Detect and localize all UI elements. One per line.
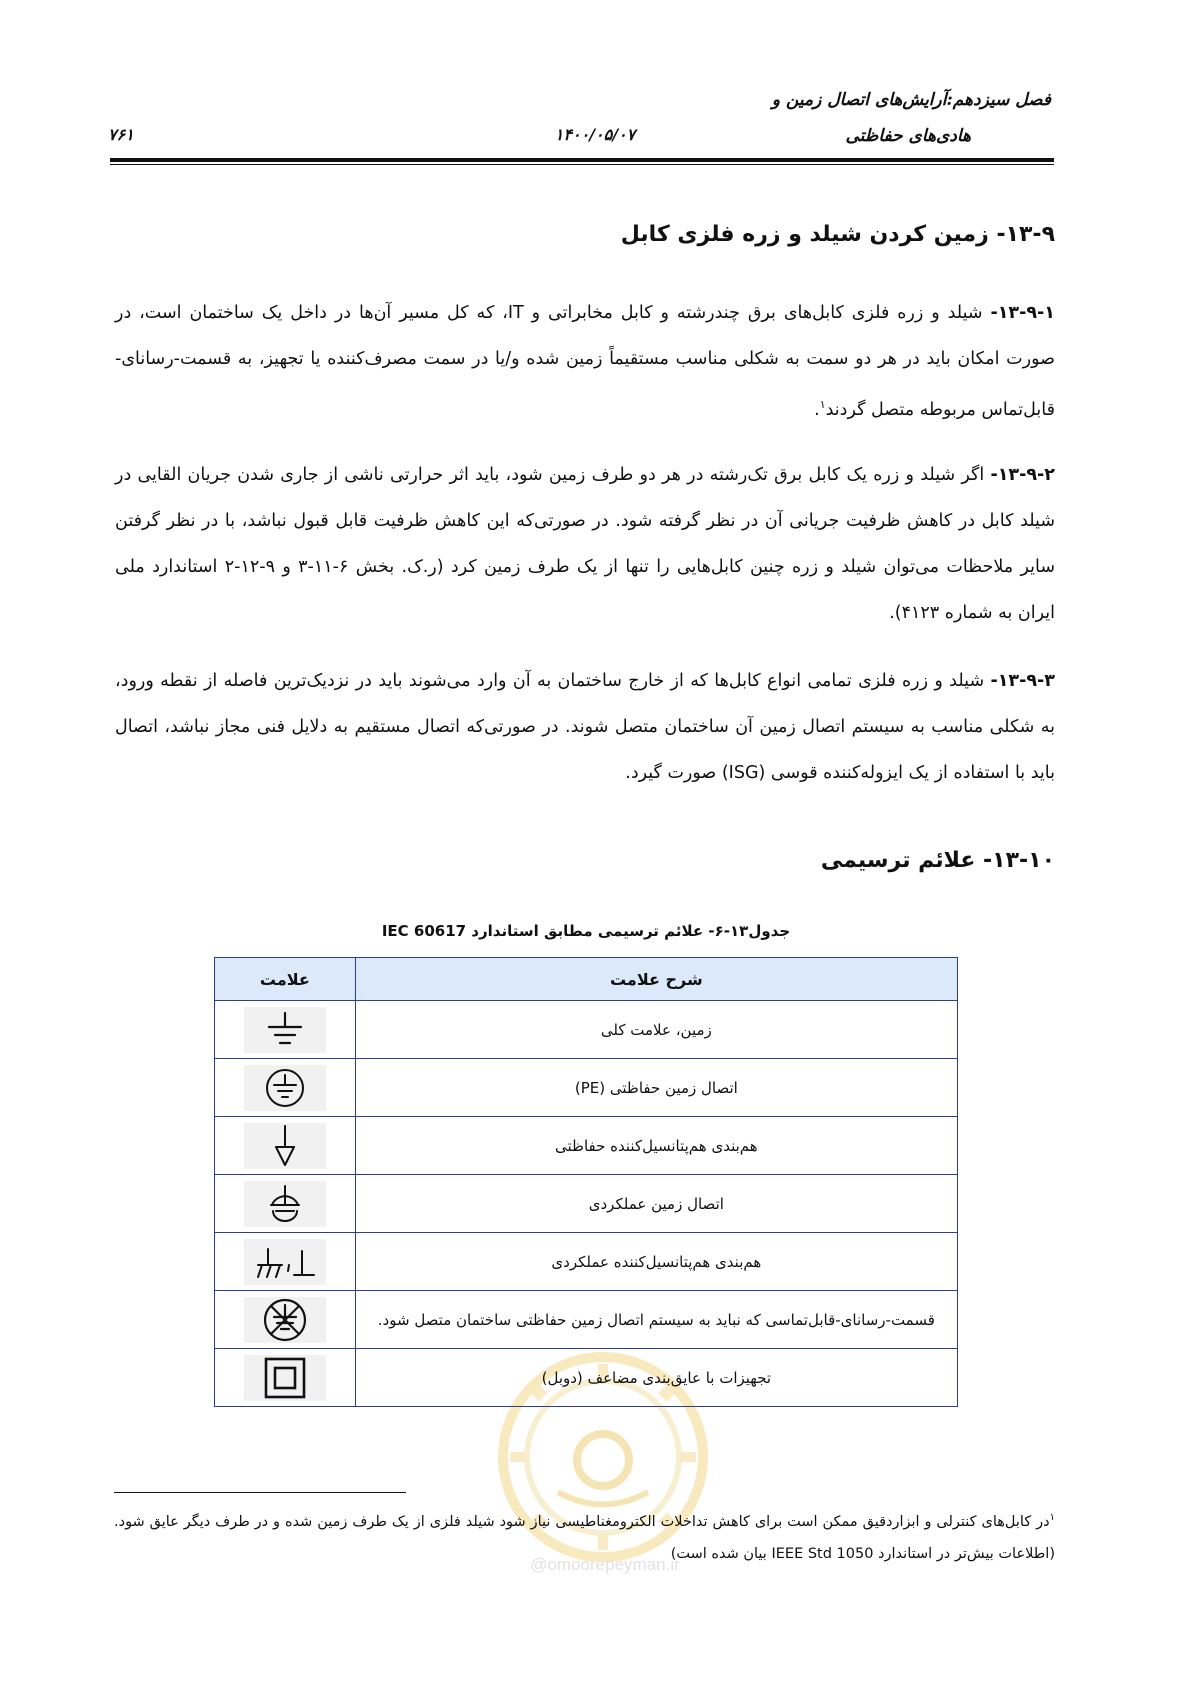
table-row bbox=[215, 1059, 958, 1117]
table-row bbox=[215, 1117, 958, 1175]
footnote-mark: ۱ bbox=[1049, 1512, 1055, 1523]
footnote bbox=[114, 1502, 1055, 1570]
symbol-cell bbox=[215, 1291, 356, 1349]
symbol-cell bbox=[215, 1059, 356, 1117]
paragraph-number: ۱۳-۹-۲- bbox=[990, 465, 1055, 485]
chapter-title-line2: هادی‌های حفاظتی bbox=[845, 126, 971, 146]
functional-bonding-icon bbox=[244, 1239, 326, 1285]
symbol-cell bbox=[215, 1001, 356, 1059]
protective-earth-icon bbox=[244, 1065, 326, 1111]
double-insulation-icon bbox=[244, 1355, 326, 1401]
paragraph-13-9-1 bbox=[115, 290, 1055, 433]
no-earth-connection-icon bbox=[244, 1297, 326, 1343]
symbol-description: زمین، علامت کلی bbox=[355, 1001, 957, 1059]
footnote-separator bbox=[114, 1492, 406, 1493]
header-rule-thin bbox=[110, 164, 1054, 165]
paragraph-text: شیلد و زره فلزی کابل‌های برق چندرشته و کابل مخابراتی و IT، که کل مسیر آن‌ها در داخل یک ساختمان است، در صورت امکان باید در هر دو سمت به شکلی مناسب مستقیماً زمین شده و/یا در سمت مصرف‌کننده یا تجهیز، به قسمت-رسانای-قابل‌تماس مربوطه متصل گردند bbox=[115, 303, 1055, 420]
table-row bbox=[215, 1233, 958, 1291]
footnote-text: در کابل‌های کنترلی و ابزاردقیق ممکن است برای کاهش تداخلات الکترومغناطیسی نیاز شود شیلد فلزی از یک طرف زمین شده و در طرف دیگر عایق شود. (اطلاعات بیش‌تر در استاندارد IEEE Std 1050 بیان شده است) bbox=[114, 1513, 1055, 1562]
symbol-description: هم‌بندی هم‌پتانسیل‌کننده حفاظتی bbox=[355, 1117, 957, 1175]
paragraph-13-9-3 bbox=[115, 658, 1055, 796]
table-row bbox=[215, 1349, 958, 1407]
symbol-description: اتصال زمین عملکردی bbox=[355, 1175, 957, 1233]
functional-earth-icon bbox=[244, 1181, 326, 1227]
section-heading-13-10: ۱۳-۱۰- علائم ترسیمی bbox=[820, 848, 1055, 873]
symbol-description: هم‌بندی هم‌پتانسیل‌کننده عملکردی bbox=[355, 1233, 957, 1291]
paragraph-text: شیلد و زره فلزی تمامی انواع کابل‌ها که از خارج ساختمان به آن وارد می‌شوند باید در نزدیک‌ترین فاصله از نقطه ورود، به شکلی مناسب به سیستم اتصال زمین آن ساختمان متصل شوند. در صورتی‌که اتصال مستقیم به دلایل فنی مجاز نباشد، اتصال باید با استفاده از یک ایزوله‌کننده قوسی (ISG) صورت گیرد. bbox=[115, 671, 1055, 783]
table-header-row bbox=[215, 958, 958, 1001]
symbol-cell bbox=[215, 1349, 356, 1407]
earth-general-icon bbox=[244, 1007, 326, 1053]
column-header-symbol: علامت bbox=[215, 958, 356, 1001]
symbols-table bbox=[214, 957, 958, 1407]
paragraph-13-9-2 bbox=[115, 452, 1055, 636]
header-date: ۱۴۰۰/۰۵/۰۷ bbox=[554, 125, 636, 144]
paragraph-number: ۱۳-۹-۱- bbox=[990, 303, 1055, 323]
watermark-text: @omoorepeyman.ir bbox=[530, 1555, 680, 1574]
table-row bbox=[215, 1001, 958, 1059]
paragraph-end: . bbox=[814, 399, 820, 420]
symbol-cell bbox=[215, 1233, 356, 1291]
protective-bonding-icon bbox=[244, 1123, 326, 1169]
table-caption: جدول۱۳-۶- علائم ترسیمی مطابق استاندارد IEC 60617 bbox=[381, 922, 791, 940]
chapter-title-line1: فصل سیزدهم:آرایش‌های اتصال زمین و bbox=[771, 90, 1051, 110]
table-row bbox=[215, 1291, 958, 1349]
symbol-description: تجهیزات با عایق‌بندی مضاعف (دوبل) bbox=[355, 1349, 957, 1407]
column-header-description: شرح علامت bbox=[355, 958, 957, 1001]
symbol-cell bbox=[215, 1175, 356, 1233]
symbol-description: قسمت-رسانای-قابل‌تماسی که نباید به سیستم اتصال زمین حفاظتی ساختمان متصل شود. bbox=[355, 1291, 957, 1349]
paragraph-number: ۱۳-۹-۳- bbox=[990, 671, 1055, 691]
page-number: ۷۶۱ bbox=[108, 125, 134, 144]
section-heading-13-9: ۱۳-۹- زمین کردن شیلد و زره فلزی کابل bbox=[620, 222, 1055, 247]
footnote-reference: ۱ bbox=[819, 398, 826, 411]
paragraph-text: اگر شیلد و زره یک کابل برق تک‌رشته در هر دو طرف زمین شود، باید اثر حرارتی ناشی از جاری شدن جریان القایی در شیلد کابل در کاهش ظرفیت جریانی آن در نظر گرفته شود. در صورتی‌که این کاهش ظرفیت قابل قبول نباشد، با در نظر گرفتن سایر ملاحظات می‌توان شیلد و زره چنین کابل‌هایی را تنها از یک طرف زمین کرد (ر.ک. بخش ۶-۱۱-۳ و ۹-۱۲-۲ استاندارد ملی ایران به شماره ۴۱۲۳). bbox=[115, 465, 1055, 623]
symbol-description: اتصال زمین حفاظتی (PE) bbox=[355, 1059, 957, 1117]
table-row bbox=[215, 1175, 958, 1233]
symbol-cell bbox=[215, 1117, 356, 1175]
header-rule-thick bbox=[110, 158, 1054, 162]
